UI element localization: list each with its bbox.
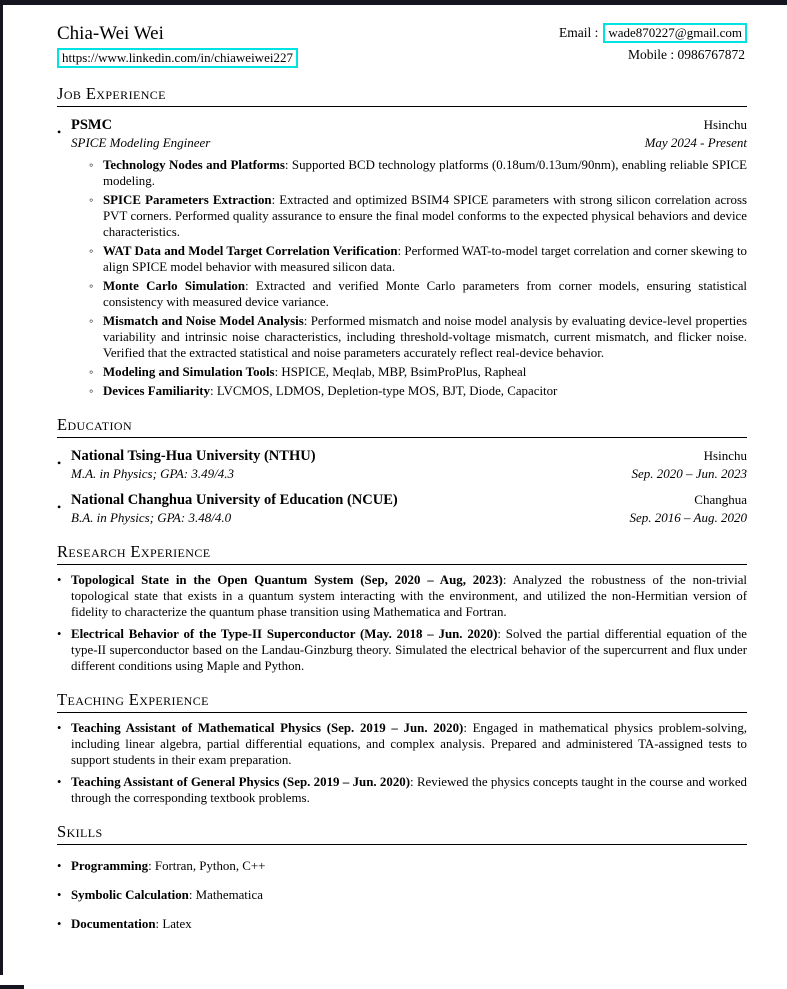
job-bullet-list [57, 157, 747, 399]
bullet-label: Technology Nodes and Platforms [103, 158, 285, 172]
school-degree: M.A. in Physics; GPA: 3.49/4.3 [71, 466, 234, 481]
company-name: PSMC [71, 117, 113, 133]
disc-bullet-icon: • [57, 500, 62, 514]
education-entry [57, 447, 747, 482]
disc-bullet-icon: • [57, 125, 62, 139]
school-name: National Tsing-Hua University (NTHU) [71, 448, 316, 464]
circle-bullet-icon: ◦ [89, 193, 94, 207]
circle-bullet-icon: ◦ [89, 365, 94, 379]
bullet-label: Topological State in the Open Quantum System (Sep, 2020 – Aug, 2023) [71, 573, 503, 587]
bullet-label: Modeling and Simulation Tools [103, 365, 275, 379]
teaching-bullet [57, 774, 747, 806]
section-title-skills: Skills [57, 823, 747, 845]
job-bullet [89, 364, 747, 380]
disc-bullet-icon: • [57, 627, 62, 641]
section-skills [57, 823, 747, 932]
school-name: National Changhua University of Education (NCUE) [71, 492, 398, 508]
school-location: Hsinchu [703, 448, 747, 463]
bullet-label: WAT Data and Model Target Correlation Verification [103, 244, 398, 258]
research-bullet [57, 572, 747, 620]
education-entry [57, 491, 747, 526]
screen-edge-left [0, 0, 3, 975]
bullet-text: : Reviewed the physics concepts taught in the course and worked through the corresponding textbook problems. [71, 775, 747, 805]
job-entry-body [71, 116, 747, 151]
school-location: Changhua [694, 492, 747, 507]
section-teaching [57, 691, 747, 806]
job-bullet [89, 192, 747, 240]
section-education [57, 416, 747, 526]
bullet-text: : Supported BCD technology platforms (0.18um/0.13um/90nm), enabling reliable SPICE modeling. [103, 158, 747, 188]
section-title-research: Research Experience [57, 543, 747, 565]
disc-bullet-icon: • [57, 456, 62, 470]
bullet-label: Programming [71, 859, 149, 873]
section-title-education: Education [57, 416, 747, 438]
research-bullet [57, 626, 747, 674]
job-bullet [89, 278, 747, 310]
job-bullet [89, 313, 747, 361]
bullet-label: Monte Carlo Simulation [103, 279, 246, 293]
disc-bullet-icon: • [57, 775, 62, 789]
circle-bullet-icon: ◦ [89, 244, 94, 258]
bullet-text: : Analyzed the robustness of the non-trivial topological state that exists in a quantum system interacting with the environment, and utilized the non-Hermitian version of fidelity to characterize the quantum phase transition using Mathematica and Fortran. [71, 573, 747, 619]
header-right [559, 23, 747, 63]
bullet-text: : Engaged in mathematical physics problem-solving, including linear algebra, partial differential equations, and complex analysis. Prepared and administered TA-assigned tests to support students in their exam preparation. [71, 721, 748, 767]
screen-edge-bottom-left [0, 985, 24, 989]
skill-bullet [57, 887, 747, 903]
screen-edge-top [0, 0, 787, 5]
job-bullet [89, 383, 747, 399]
resume-page [57, 23, 747, 932]
teaching-bullet-list [57, 720, 747, 806]
skills-bullet-list [57, 858, 747, 932]
job-entry-psmc [57, 116, 747, 151]
section-title-job: Job Experience [57, 85, 747, 107]
bullet-text: : HSPICE, Meqlab, MBP, BsimProPlus, Rapheal [274, 365, 527, 379]
disc-bullet-icon: • [57, 917, 62, 931]
email-row [559, 23, 747, 43]
bullet-label: Devices Familiarity [103, 384, 211, 398]
section-job-experience [57, 85, 747, 399]
school-degree: B.A. in Physics; GPA: 3.48/4.0 [71, 510, 232, 525]
bullet-text: : Performed mismatch and noise model analysis by evaluating device-level properties variability and intrinsic noise characteristics, including threshold-voltage mismatch, current mismatch, and flicker noise. Verified that the extracted statistical and noise parameters accurately reflect real-device behavior. [103, 314, 747, 360]
bullet-label: Mismatch and Noise Model Analysis [103, 314, 304, 328]
skill-bullet [57, 858, 747, 874]
bullet-label: SPICE Parameters Extraction [103, 193, 272, 207]
job-role: SPICE Modeling Engineer [71, 135, 211, 150]
section-research [57, 543, 747, 674]
circle-bullet-icon: ◦ [89, 314, 94, 328]
section-title-teaching: Teaching Experience [57, 691, 747, 713]
bullet-label: Teaching Assistant of General Physics (Sep. 2019 – Jun. 2020) [71, 775, 411, 789]
bullet-text: : Extracted and optimized BSIM4 SPICE parameters with strong silicon correlation across PVT corners. Performed quality assurance to ensure the final model conforms to the expected physical behaviors and device characteristics. [103, 193, 748, 239]
bullet-text: : Extracted and verified Monte Carlo parameters from corner models, ensuring statistical consistency with measured device variance. [103, 279, 747, 309]
mobile-number: Mobile : 0986767872 [628, 47, 745, 62]
bullet-text: : Fortran, Python, C++ [148, 859, 266, 873]
bullet-label: Documentation [71, 917, 156, 931]
linkedin-link[interactable]: https://www.linkedin.com/in/chiaweiwei227 [57, 48, 298, 68]
bullet-text: : Latex [155, 917, 192, 931]
bullet-text: : Mathematica [188, 888, 263, 902]
header-left [57, 23, 298, 68]
job-bullet [89, 157, 747, 189]
disc-bullet-icon: • [57, 888, 62, 902]
disc-bullet-icon: • [57, 721, 62, 735]
email-label: Email : [558, 25, 599, 40]
bullet-text: : Performed WAT-to-model target correlation and corner skewing to align SPICE model behavior with measured silicon data. [103, 244, 748, 274]
circle-bullet-icon: ◦ [89, 384, 94, 398]
person-name: Chia-Wei Wei [57, 23, 164, 44]
school-dates: Sep. 2016 – Aug. 2020 [629, 510, 747, 525]
resume-header [57, 23, 747, 68]
job-bullet [89, 243, 747, 275]
disc-bullet-icon: • [57, 859, 62, 873]
job-dates: May 2024 - Present [644, 135, 747, 150]
bullet-label: Teaching Assistant of Mathematical Physics (Sep. 2019 – Jun. 2020) [71, 721, 464, 735]
email-link[interactable]: wade870227@gmail.com [603, 23, 747, 43]
school-dates: Sep. 2020 – Jun. 2023 [631, 466, 747, 481]
bullet-label: Electrical Behavior of the Type-II Superconductor (May. 2018 – Jun. 2020) [71, 627, 498, 641]
bullet-text: : Solved the partial differential equation of the type-II superconductor based on the Landau-Ginzburg theory. Simulated the electrical behavior of the supercurrent and flux under different conditions using Maple and Python. [71, 627, 747, 673]
skill-bullet [57, 916, 747, 932]
circle-bullet-icon: ◦ [89, 279, 94, 293]
bullet-text: : LVCMOS, LDMOS, Depletion-type MOS, BJT, Diode, Capacitor [210, 384, 558, 398]
teaching-bullet [57, 720, 747, 768]
company-location: Hsinchu [703, 117, 747, 132]
research-bullet-list [57, 572, 747, 674]
circle-bullet-icon: ◦ [89, 158, 94, 172]
disc-bullet-icon: • [57, 573, 62, 587]
bullet-label: Symbolic Calculation [71, 888, 189, 902]
